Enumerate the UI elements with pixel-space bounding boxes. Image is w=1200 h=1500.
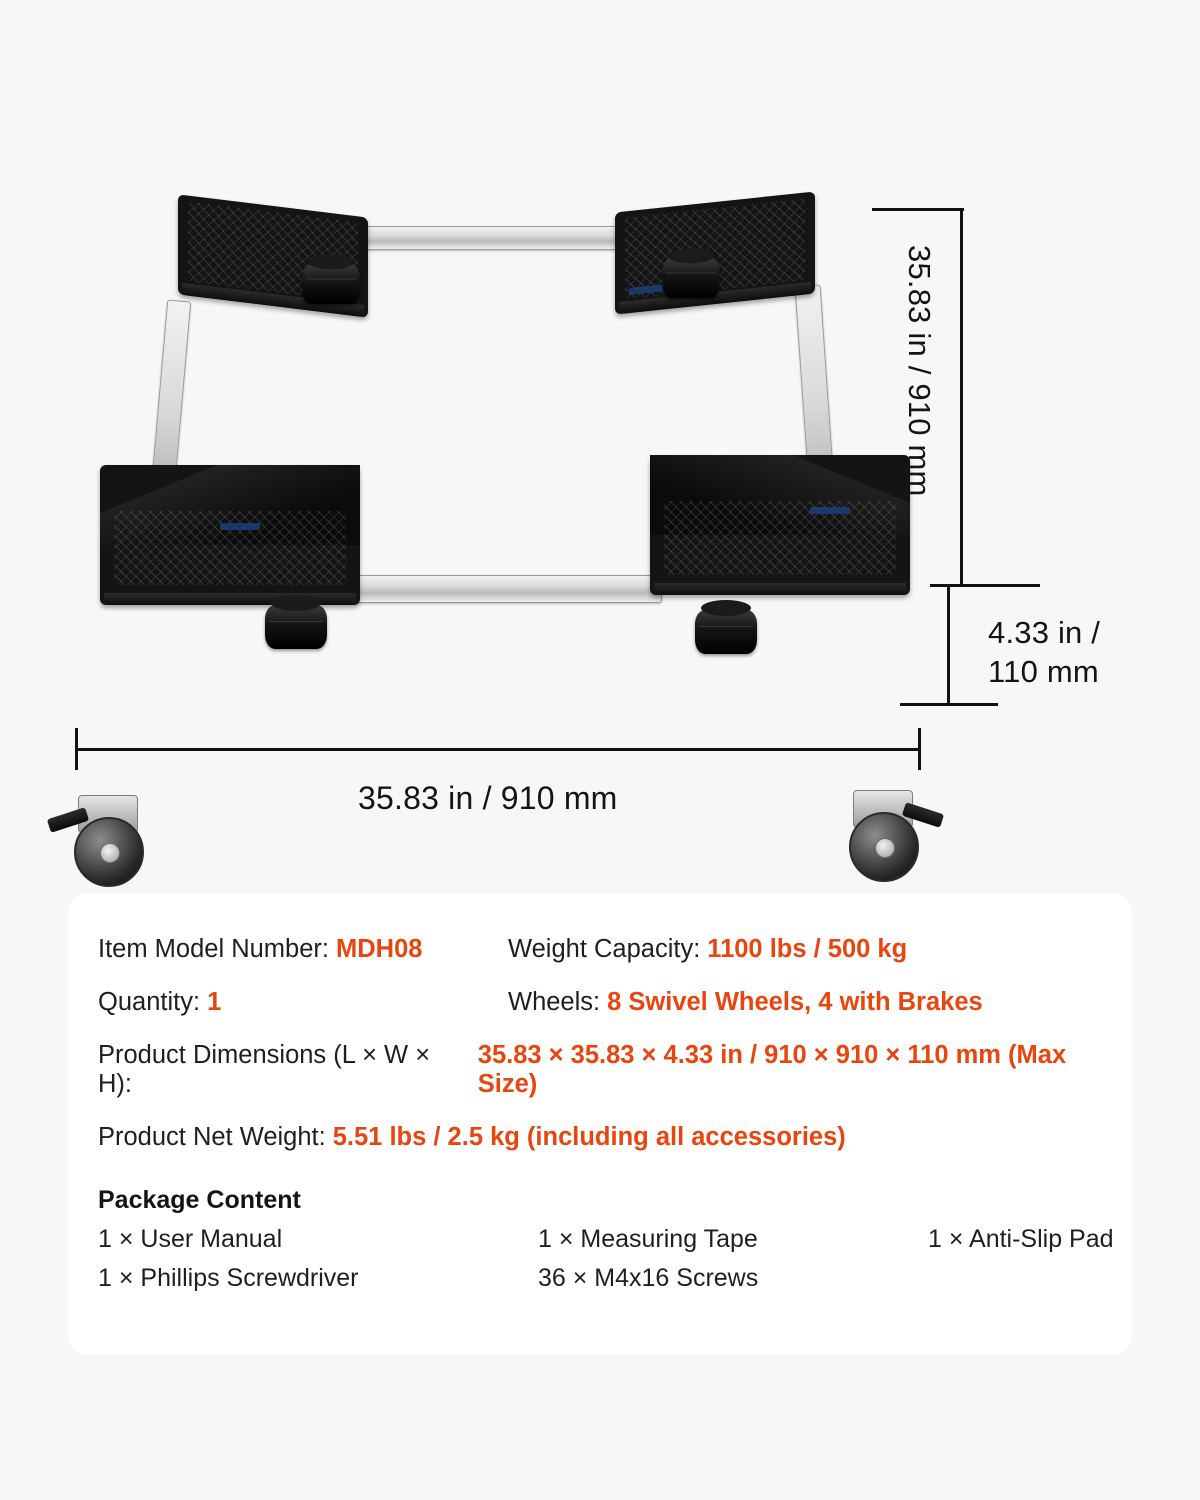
package-content-title: Package Content [98, 1186, 301, 1214]
swivel-caster-wheel-left [60, 795, 156, 891]
spec-label: Product Dimensions (L × W × H): [98, 1041, 431, 1098]
thickness-label-line1: 4.33 in / [988, 615, 1101, 650]
thickness-dimension-label [988, 614, 1100, 692]
list-item-empty [928, 1264, 1132, 1293]
spec-label: Product Net Weight: [98, 1123, 326, 1151]
caster-hub [100, 843, 120, 863]
width-dimension-line [75, 748, 921, 751]
adjustable-foot [695, 610, 757, 654]
corner-block-front-left [100, 465, 360, 605]
thickness-label-line2: 110 mm [988, 653, 1099, 689]
width-dimension-tick-right [918, 728, 921, 770]
spec-value: 5.51 lbs / 2.5 kg (including all accessories) [332, 1123, 846, 1151]
width-dimension-tick-left [75, 728, 78, 770]
thickness-dimension-tick-bottom [900, 703, 998, 706]
caster-tire [74, 817, 144, 887]
spec-label: Wheels: [508, 988, 601, 1016]
package-content-list [98, 1225, 1132, 1293]
spec-item-model-number [98, 935, 508, 964]
caster-tire [849, 812, 919, 882]
height-dimension-tick-top [872, 208, 964, 211]
thickness-dimension-line [947, 584, 950, 706]
width-dimension-label: 35.83 in / 910 mm [358, 780, 618, 816]
list-item: 1 × Anti-Slip Pad [928, 1225, 1114, 1253]
height-dimension-line [960, 208, 963, 586]
adjustable-foot [662, 258, 719, 298]
list-item: 1 × Phillips Screwdriver [98, 1264, 359, 1292]
spec-item-weight-capacity [508, 935, 907, 964]
swivel-caster-wheel-right [835, 790, 931, 886]
spec-item-product-dimensions [98, 1041, 1132, 1099]
front-support-bar [320, 575, 662, 603]
specification-card [68, 893, 1132, 1355]
spec-row-model-capacity [98, 935, 1132, 964]
brand-sticker [220, 523, 260, 530]
spec-value: 1100 lbs / 500 kg [707, 935, 908, 963]
spec-list [68, 893, 1132, 1152]
spec-item-net-weight [98, 1123, 846, 1152]
corner-lip [654, 583, 906, 595]
spec-label: Item Model Number: [98, 935, 329, 963]
spec-item-wheels [508, 988, 983, 1017]
spec-label: Quantity: [98, 988, 201, 1016]
spec-row-quantity-wheels [98, 988, 1132, 1017]
adjustable-foot [302, 264, 359, 304]
spec-label: Weight Capacity: [508, 935, 701, 963]
caster-hub [875, 838, 895, 858]
spec-value: 1 [207, 988, 222, 1016]
list-item: 36 × M4x16 Screws [538, 1264, 759, 1292]
spec-value: MDH08 [336, 935, 423, 963]
list-item: 1 × User Manual [98, 1225, 283, 1253]
spec-value: 8 Swivel Wheels, 4 with Brakes [607, 988, 983, 1016]
height-dimension-label: 35.83 in / 910 mm [902, 245, 937, 497]
brand-sticker [810, 507, 850, 514]
spec-item-quantity [98, 988, 508, 1017]
spec-row-dimensions [98, 1041, 1132, 1099]
spec-row-net-weight [98, 1123, 1132, 1152]
spec-value: 35.83 × 35.83 × 4.33 in / 910 × 910 × 110 mm (Max Size) [477, 1041, 1067, 1098]
list-item: 1 × Measuring Tape [538, 1225, 758, 1253]
mesh-texture [664, 501, 896, 575]
corner-block-front-right [650, 455, 910, 595]
appliance-roller-base-illustration [60, 190, 920, 730]
adjustable-foot [265, 605, 327, 649]
